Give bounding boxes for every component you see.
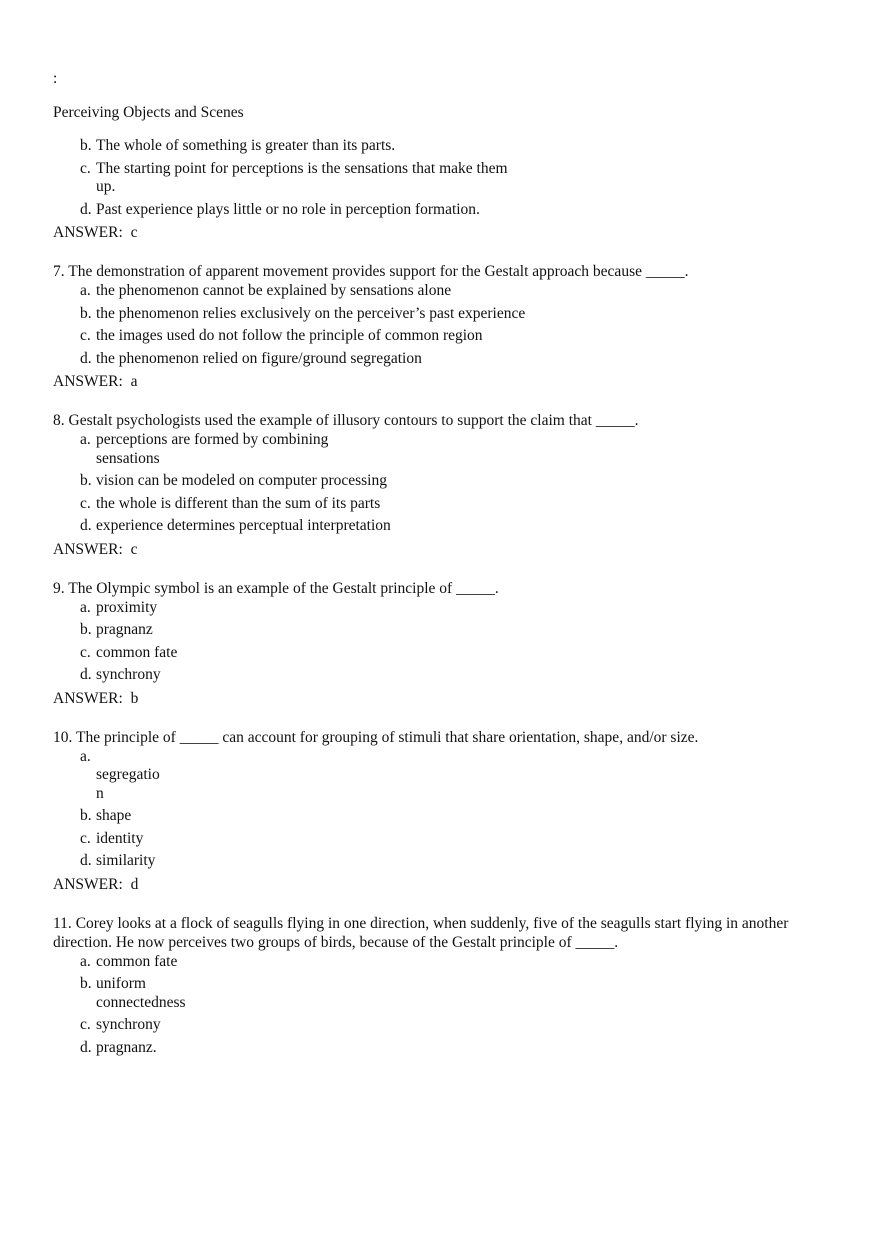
question-stem: The Olympic symbol is an example of the Gestalt principle of _____. <box>68 579 499 597</box>
section-title: Perceiving Objects and Scenes <box>53 104 244 121</box>
answer-label: ANSWER: <box>53 373 123 390</box>
option <box>53 599 833 618</box>
option-letter: a. <box>80 747 91 765</box>
option-letter: a. <box>80 431 91 448</box>
option <box>53 201 833 220</box>
options-list <box>53 599 833 685</box>
option <box>53 137 833 156</box>
option-letter: c. <box>80 159 91 177</box>
option-text: vision can be modeled on computer processing <box>96 472 387 489</box>
option-letter: b. <box>80 975 92 992</box>
option <box>53 953 833 972</box>
option-letter: c. <box>80 829 91 847</box>
answer-value: c <box>130 540 138 558</box>
option-text: segregation <box>96 766 160 802</box>
option <box>53 852 833 871</box>
option-text: The starting point for perceptions is the sensations that make them up. <box>96 159 508 195</box>
options-list <box>53 282 833 368</box>
question-stem: The demonstration of apparent movement provides support for the Gestalt approach because _____. <box>68 263 689 280</box>
option-text: Past experience plays little or no role in perception formation. <box>96 200 480 218</box>
question-text <box>53 914 833 952</box>
option-text: pragnanz. <box>96 1038 157 1056</box>
option-text: identity <box>96 829 144 847</box>
option-letter: a. <box>80 598 91 616</box>
option <box>53 807 833 826</box>
option-text: uniform connectedness <box>96 975 186 1011</box>
option-text: perceptions are formed by combining sensations <box>96 431 329 467</box>
answer-value: d <box>130 875 139 893</box>
header-colon: : <box>53 70 58 87</box>
option <box>53 666 833 685</box>
options-list <box>53 431 833 536</box>
question-7 <box>53 262 833 391</box>
answer-label: ANSWER: <box>53 540 123 558</box>
option-letter: a. <box>80 952 91 970</box>
option-letter: c. <box>80 494 91 512</box>
question-stem: Corey looks at a flock of seagulls flying in one direction, when suddenly, five of the seagulls start flying in another direction. He now perceives two groups of birds, because of the Gestalt principle of _____. <box>53 914 789 951</box>
question-text <box>53 262 833 281</box>
continued-question <box>53 137 833 242</box>
question-text <box>53 728 833 747</box>
option <box>53 160 833 197</box>
option <box>53 495 833 514</box>
option-letter: b. <box>80 472 92 489</box>
option <box>53 472 833 491</box>
option <box>53 748 833 804</box>
option-text: common fate <box>96 952 178 970</box>
question-text <box>53 579 833 598</box>
question-number: 10. <box>53 728 73 746</box>
option <box>53 644 833 663</box>
question-number: 8. <box>53 412 65 429</box>
option-text: the whole is different than the sum of its parts <box>96 494 381 512</box>
option-letter: d. <box>80 1038 92 1056</box>
option-letter: c. <box>80 327 91 344</box>
document-page <box>53 70 833 1057</box>
option-letter: a. <box>80 282 91 299</box>
option-text: common fate <box>96 643 178 661</box>
answer-value: a <box>130 373 138 390</box>
question-9 <box>53 579 833 708</box>
option-text: similarity <box>96 852 156 869</box>
question-number: 11. <box>53 914 72 932</box>
options-list <box>53 137 833 219</box>
answer-label: ANSWER: <box>53 875 123 893</box>
option <box>53 431 833 468</box>
answer-label: ANSWER: <box>53 224 123 241</box>
question-number: 9. <box>53 579 65 597</box>
option-letter: d. <box>80 517 92 534</box>
option-letter: d. <box>80 200 92 218</box>
option-text: shape <box>96 807 132 824</box>
option-text: synchrony <box>96 1016 161 1033</box>
question-number: 7. <box>53 263 65 280</box>
option-text: the phenomenon relied on figure/ground segregation <box>96 349 422 367</box>
option-text: the phenomenon relies exclusively on the perceiver’s past experience <box>96 304 526 322</box>
option <box>53 621 833 640</box>
option-text: proximity <box>96 598 158 616</box>
option <box>53 1039 833 1058</box>
option <box>53 830 833 849</box>
option-letter: d. <box>80 666 92 683</box>
answer-line <box>53 540 833 559</box>
option-text: synchrony <box>96 666 161 683</box>
options-list <box>53 953 833 1058</box>
option-letter: b. <box>80 137 92 154</box>
option-text: experience determines perceptual interpretation <box>96 517 391 534</box>
answer-value: c <box>130 224 138 241</box>
option <box>53 305 833 324</box>
question-stem: The principle of _____ can account for grouping of stimuli that share orientation, shape, and/or size. <box>75 728 699 746</box>
option-letter: c. <box>80 643 91 661</box>
option-letter: c. <box>80 1016 91 1033</box>
option <box>53 517 833 536</box>
option <box>53 975 833 1012</box>
option-letter: d. <box>80 852 92 869</box>
question-8 <box>53 411 833 559</box>
option <box>53 327 833 346</box>
option <box>53 282 833 301</box>
option-text: pragnanz <box>96 621 153 638</box>
option-text: the images used do not follow the principle of common region <box>96 327 483 344</box>
question-stem: Gestalt psychologists used the example of illusory contours to support the claim that _____. <box>68 412 639 429</box>
answer-line <box>53 689 833 708</box>
options-list <box>53 748 833 871</box>
answer-line <box>53 875 833 894</box>
option <box>53 1016 833 1035</box>
option-text: the phenomenon cannot be explained by sensations alone <box>96 282 452 299</box>
answer-label: ANSWER: <box>53 689 123 707</box>
answer-line <box>53 223 833 242</box>
answer-line <box>53 372 833 391</box>
question-11 <box>53 914 833 1058</box>
option-letter: b. <box>80 304 92 322</box>
option <box>53 350 833 369</box>
answer-value: b <box>130 689 139 707</box>
question-10 <box>53 728 833 894</box>
option-text: The whole of something is greater than its parts. <box>96 137 396 154</box>
question-text <box>53 411 833 430</box>
option-letter: b. <box>80 807 92 824</box>
option-letter: b. <box>80 621 92 638</box>
option-letter: d. <box>80 349 92 367</box>
